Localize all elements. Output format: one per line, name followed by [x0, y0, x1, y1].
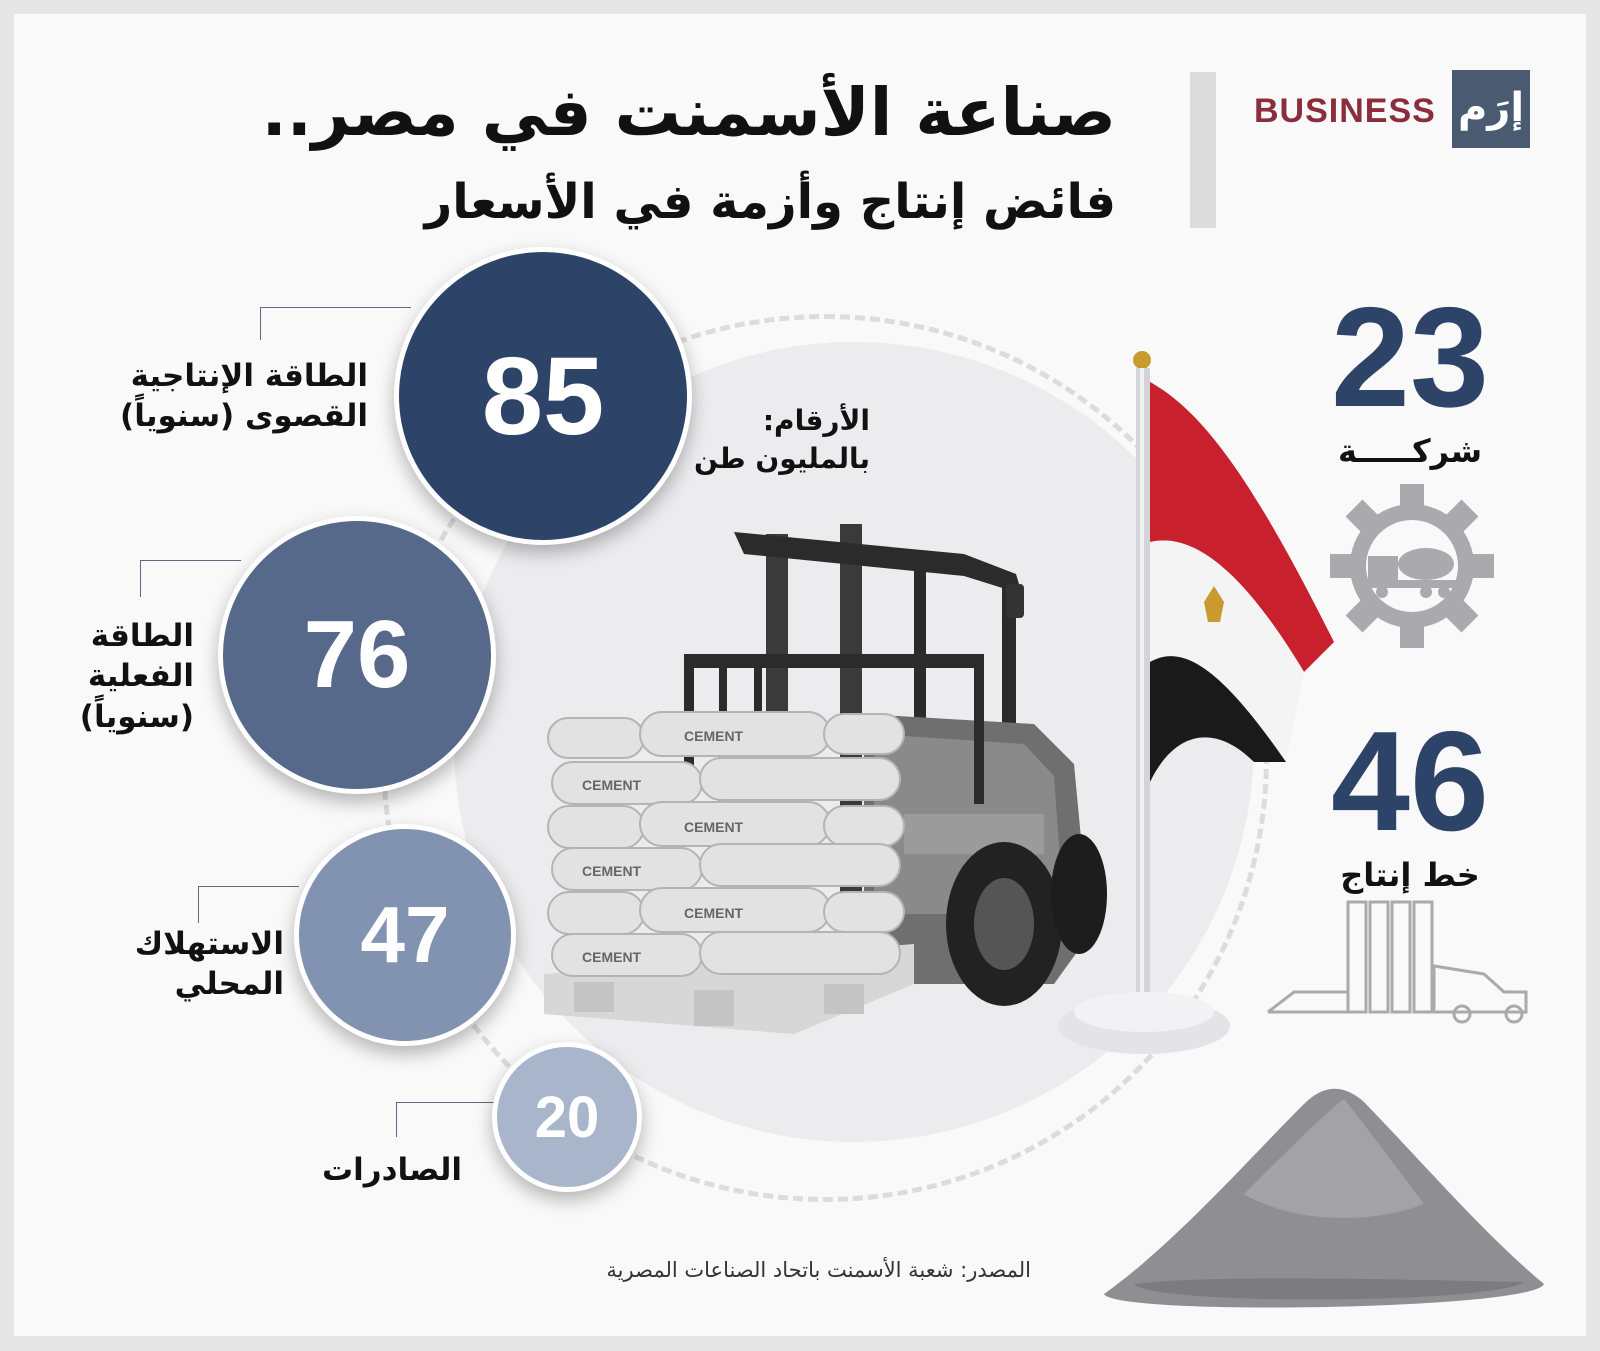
- stat-label-local-consumption: الاستهلاك المحلي: [134, 926, 284, 1003]
- source-note: المصدر: شعبة الأسمنت باتحاد الصناعات المصرية: [606, 1258, 1031, 1282]
- stat-bubble-actual-capacity: [218, 516, 496, 794]
- header-divider: [1190, 72, 1216, 228]
- stat-value: 20: [534, 1084, 600, 1150]
- bag-label: CEMENT: [582, 777, 642, 793]
- gear-mixer-icon: [1330, 484, 1494, 648]
- cement-pile-illustration: [1094, 1054, 1554, 1324]
- connector-line: [396, 1102, 497, 1137]
- companies-count: 23: [1331, 278, 1489, 437]
- stat-label-exports: الصادرات: [322, 1152, 462, 1188]
- units-note: [694, 402, 870, 478]
- forklift-illustration: [534, 514, 1134, 1074]
- connector-line: [198, 886, 299, 923]
- brand-name: BUSINESS: [1254, 92, 1436, 130]
- page-title: صناعة الأسمنت في مصر..: [261, 74, 1116, 151]
- stat-value: 85: [481, 334, 605, 458]
- bag-label: CEMENT: [684, 905, 744, 921]
- stat-value: 76: [303, 601, 411, 708]
- connector-line: [140, 560, 241, 597]
- stat-label-max-capacity: الطاقة الإنتاجية القصوى (سنوياً): [120, 358, 368, 435]
- companies-label: شركـــــة: [1337, 432, 1483, 470]
- production-lines-label: خط إنتاج: [1340, 856, 1480, 894]
- stat-value: 47: [360, 890, 450, 979]
- bag-label: CEMENT: [684, 819, 744, 835]
- bag-label: CEMENT: [582, 863, 642, 879]
- stat-bubble-max-capacity: [394, 247, 692, 545]
- infographic-card: [14, 14, 1586, 1336]
- connector-line: [260, 307, 411, 340]
- bag-label: CEMENT: [582, 949, 642, 965]
- stat-label-actual-capacity: الطاقة الفعلية (سنوياً): [79, 618, 194, 735]
- page-subtitle: فائض إنتاج وأزمة في الأسعار: [424, 174, 1116, 230]
- units-note-line2: بالمليون طن: [694, 441, 870, 475]
- bag-label: CEMENT: [684, 728, 744, 744]
- production-lines-count: 46: [1331, 702, 1489, 861]
- stat-bubble-local-consumption: [294, 824, 516, 1046]
- factory-truck-icon: [1264, 896, 1534, 1028]
- brand-logo: إرَم: [1452, 70, 1530, 148]
- units-note-line1: الأرقام:: [762, 404, 870, 437]
